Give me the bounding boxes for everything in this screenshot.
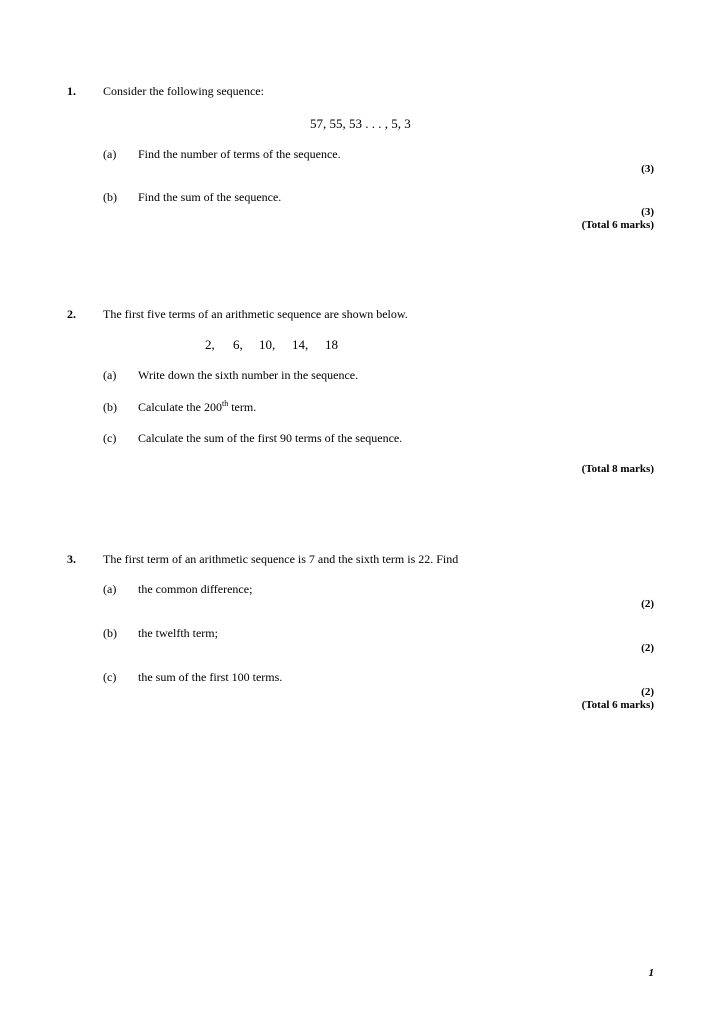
part-text: the twelfth term;	[138, 626, 218, 640]
ordinal-suffix: th	[221, 399, 229, 408]
part-label: (b)	[103, 190, 117, 204]
part-label: (b)	[103, 626, 117, 640]
part-label: (a)	[103, 582, 117, 596]
sequence: 57, 55, 53 . . . , 5, 3	[310, 116, 411, 131]
total-marks: (Total 6 marks)	[581, 219, 654, 231]
part-text: Write down the sixth number in the sequence.	[138, 368, 359, 382]
part-marks: (2)	[641, 598, 654, 610]
part-text-after: term.	[228, 400, 257, 414]
part-marks: (2)	[641, 642, 654, 654]
question-number: 2.	[67, 307, 76, 321]
part-label: (a)	[103, 147, 117, 161]
part-text-before: Calculate the 200	[138, 400, 222, 414]
question-prompt: Consider the following sequence:	[103, 84, 264, 98]
total-marks: (Total 6 marks)	[581, 699, 654, 711]
total-marks: (Total 8 marks)	[581, 463, 654, 475]
part-text: Find the number of terms of the sequence.	[138, 147, 341, 161]
part-label: (a)	[103, 368, 117, 382]
part-marks: (3)	[641, 206, 654, 218]
part-label: (c)	[103, 431, 117, 445]
question-number: 3.	[67, 552, 76, 566]
question-prompt: The first term of an arithmetic sequence is 7 and the sixth term is 22. Find	[103, 552, 459, 566]
part-text: the common difference;	[138, 582, 253, 596]
part-marks: (2)	[641, 686, 654, 698]
sequence-term: 6,	[233, 337, 243, 352]
part-text	[138, 400, 256, 415]
part-marks: (3)	[641, 163, 654, 175]
part-label: (b)	[103, 400, 117, 414]
sequence-term: 14,	[292, 337, 309, 352]
question-number: 1.	[67, 84, 76, 98]
sequence-term: 2,	[205, 337, 215, 352]
page-number: 1	[648, 967, 654, 979]
sequence-term: 10,	[259, 337, 276, 352]
question-prompt: The first five terms of an arithmetic sequence are shown below.	[103, 307, 408, 321]
sequence-term: 18	[325, 337, 338, 352]
part-text: Calculate the sum of the first 90 terms of the sequence.	[138, 431, 403, 445]
part-text: Find the sum of the sequence.	[138, 190, 282, 204]
part-text: the sum of the first 100 terms.	[138, 670, 283, 684]
part-label: (c)	[103, 670, 117, 684]
